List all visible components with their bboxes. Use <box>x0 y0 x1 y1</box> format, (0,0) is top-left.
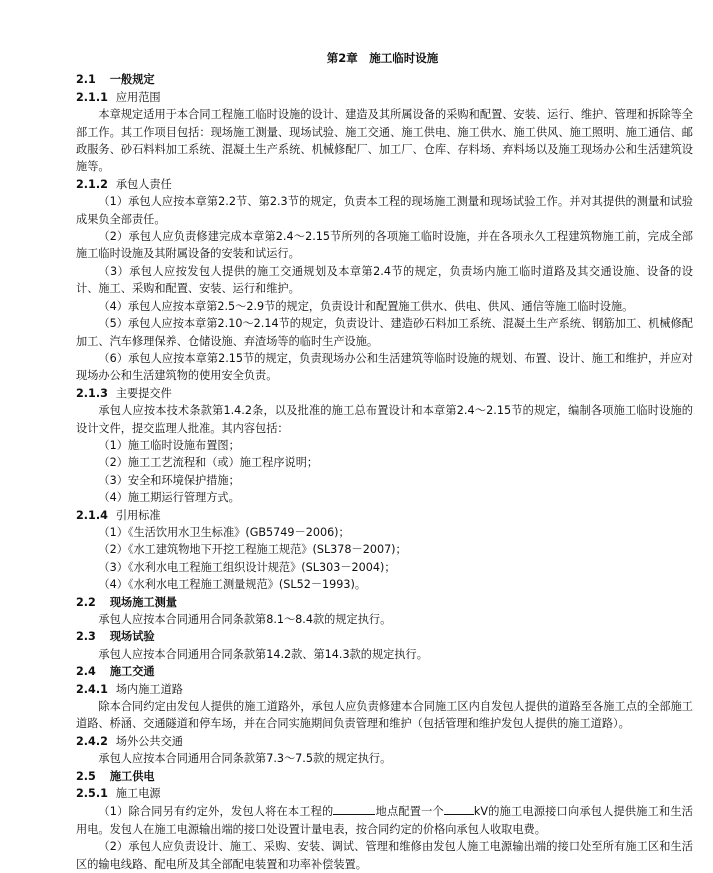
section-number: 2.5 <box>76 769 96 783</box>
list-item: （3）《水利水电工程施工组织设计规范》(SL303－2004)； <box>98 560 396 574</box>
list-item: （4）施工期运行管理方式。 <box>98 491 240 505</box>
section-2-1-1-heading <box>76 89 693 106</box>
section-number: 2.5.1 <box>76 787 108 801</box>
paragraph: （3）承包人应按发包人提供的施工交通规划及本章第2.4节的规定，负责场内施工临时道路及其交通设施、设备的设计、施工、采购和配置、安装、运行和维护。 <box>76 264 693 296</box>
section-title: 施工交通 <box>109 665 155 679</box>
paragraph: 承包人应按本合同通用合同条款第8.1～8.4款的规定执行。 <box>98 613 392 626</box>
paragraph: 本章规定适用于本合同工程施工临时设施的设计、建造及其所属设备的采购和配置、安装、运行、维护、管理和拆除等全部工作。其工作项目包括：现场施工测量、现场试验、施工交通、施工供电、施工供水、施工供风、施工照明、施工通信、邮政服务、砂石料料加工系统、混凝土生产系统、机械修配厂、加工厂、仓库、存料场、弃料场以及施工现场办公和生活建筑设施等。 <box>76 108 693 174</box>
section-number: 2.4 <box>76 665 96 679</box>
section-title: 施工电源 <box>115 787 161 801</box>
section-number: 2.2 <box>76 595 96 609</box>
paragraph: 除本合同约定由发包人提供的施工道路外，承包人应负责修建本合同施工区内自发包人提供的道路至各施工点的全部施工道路、桥涵、交通隧道和停车场，并在合同实施期间负责管理和维护（包括管理和维护发包人提供的施工道路）。 <box>76 700 693 731</box>
list-item: （2）《水工建筑物地下开挖工程施工规范》(SL378－2007)； <box>98 543 407 557</box>
section-2-5-heading <box>76 768 693 785</box>
paragraph: （5）承包人应按本章第2.10～2.14节的规定，负责设计、建造砂石料加工系统、混凝土生产系统、钢筋加工、机械修配加工、汽车修理保养、仓储设施、弃渣场等的临时生产设施。 <box>76 317 693 348</box>
paragraph: 承包人应按本技术条款第1.4.2条，以及批准的施工总布置设计和本章第2.4～2.15节的规定，编制各项施工临时设施的设计文件，提交监理人批准。其内容包括： <box>76 404 693 435</box>
paragraph: 承包人应按本合同通用合同条款第14.2款、第14.3款的规定执行。 <box>98 647 428 661</box>
section-2-3-heading <box>76 628 693 645</box>
text-run: kV的施工电源接口向承包人提供施工和生活用电。发包人在施工电源输出端的接口处设置计量电表，按合同约定的价格向承包人收取电费。 <box>76 805 693 836</box>
section-2-4-1-heading <box>76 681 693 698</box>
paragraph: （2）承包人应负责设计、施工、采购、安装、调试、管理和维修由发包人施工电源输出端的接口处至所有施工区和生活区的输电线路、配电所及其全部配电装置和功率补偿装置。 <box>76 840 693 871</box>
list-item: （3）安全和环境保护措施； <box>98 473 240 487</box>
paragraph: （6）承包人应按本章第2.15节的规定，负责现场办公和生活建筑等临时设施的规划、布置、设计、施工和维护，并应对现场办公和生活建筑物的使用安全负责。 <box>76 351 693 383</box>
section-number: 2.4.1 <box>76 682 108 696</box>
paragraph: （1）承包人应按本章第2.2节、第2.3节的规定，负责本工程的现场施工测量和现场试验工作。并对其提供的测量和试验成果负全部责任。 <box>76 195 693 226</box>
list-item: （4）《水利水电工程施工测量规范》(SL52－1993)。 <box>98 578 367 592</box>
section-title: 应用范围 <box>115 90 161 104</box>
paragraph: （4）承包人应按本章第2.5～2.9节的规定，负责设计和配置施工供水、供电、供风、通信等施工临时设施。 <box>98 299 634 313</box>
section-number: 2.1.3 <box>76 386 108 400</box>
text-run: 地点配置一个 <box>375 805 444 819</box>
section-2-2-heading <box>76 594 693 611</box>
paragraph <box>76 802 693 838</box>
section-title: 场内施工道路 <box>115 682 183 696</box>
section-2-1-3-heading <box>76 385 693 402</box>
paragraph: 承包人应按本合同通用合同条款第7.3～7.5款的规定执行。 <box>98 752 392 766</box>
section-2-4-2-heading <box>76 733 693 750</box>
section-number: 2.1.4 <box>76 508 108 522</box>
section-number: 2.1.2 <box>76 177 108 191</box>
section-title: 引用标准 <box>115 508 161 522</box>
section-title: 场外公共交通 <box>115 734 183 748</box>
text-run: （1）除合同另有约定外，发包人将在本工程的 <box>98 805 334 819</box>
section-2-1-heading <box>76 71 693 88</box>
section-title: 主要提交件 <box>115 386 172 400</box>
section-number: 2.4.2 <box>76 734 108 748</box>
section-2-1-4-heading <box>76 507 693 524</box>
section-2-5-1-heading <box>76 785 693 802</box>
section-title: 现场施工测量 <box>109 595 177 609</box>
chapter-title: 第2章 施工临时设施 <box>326 51 439 65</box>
list-item: （2）施工工艺流程和（或）施工程序说明； <box>98 456 319 470</box>
fill-in-blank <box>444 802 474 815</box>
section-2-1-2-heading <box>76 176 693 193</box>
section-number: 2.3 <box>76 630 96 644</box>
section-title: 现场试验 <box>109 630 155 644</box>
section-number: 2.1.1 <box>76 90 108 104</box>
list-item: （1）《生活饮用水卫生标准》(GB5749－2006)； <box>98 525 350 539</box>
paragraph: （2）承包人应负责修建完成本章第2.4～2.15节所列的各项施工临时设施，并在各项永久工程建筑物施工前，完成全部施工临时设施及其附属设备的安装和试运行。 <box>76 230 693 261</box>
fill-in-blank <box>333 802 375 815</box>
section-title: 一般规定 <box>109 73 155 87</box>
section-2-4-heading <box>76 663 693 680</box>
section-title: 施工供电 <box>109 769 155 783</box>
section-title: 承包人责任 <box>115 177 172 191</box>
section-number: 2.1 <box>76 73 96 87</box>
list-item: （1）施工临时设施布置图； <box>98 438 240 452</box>
